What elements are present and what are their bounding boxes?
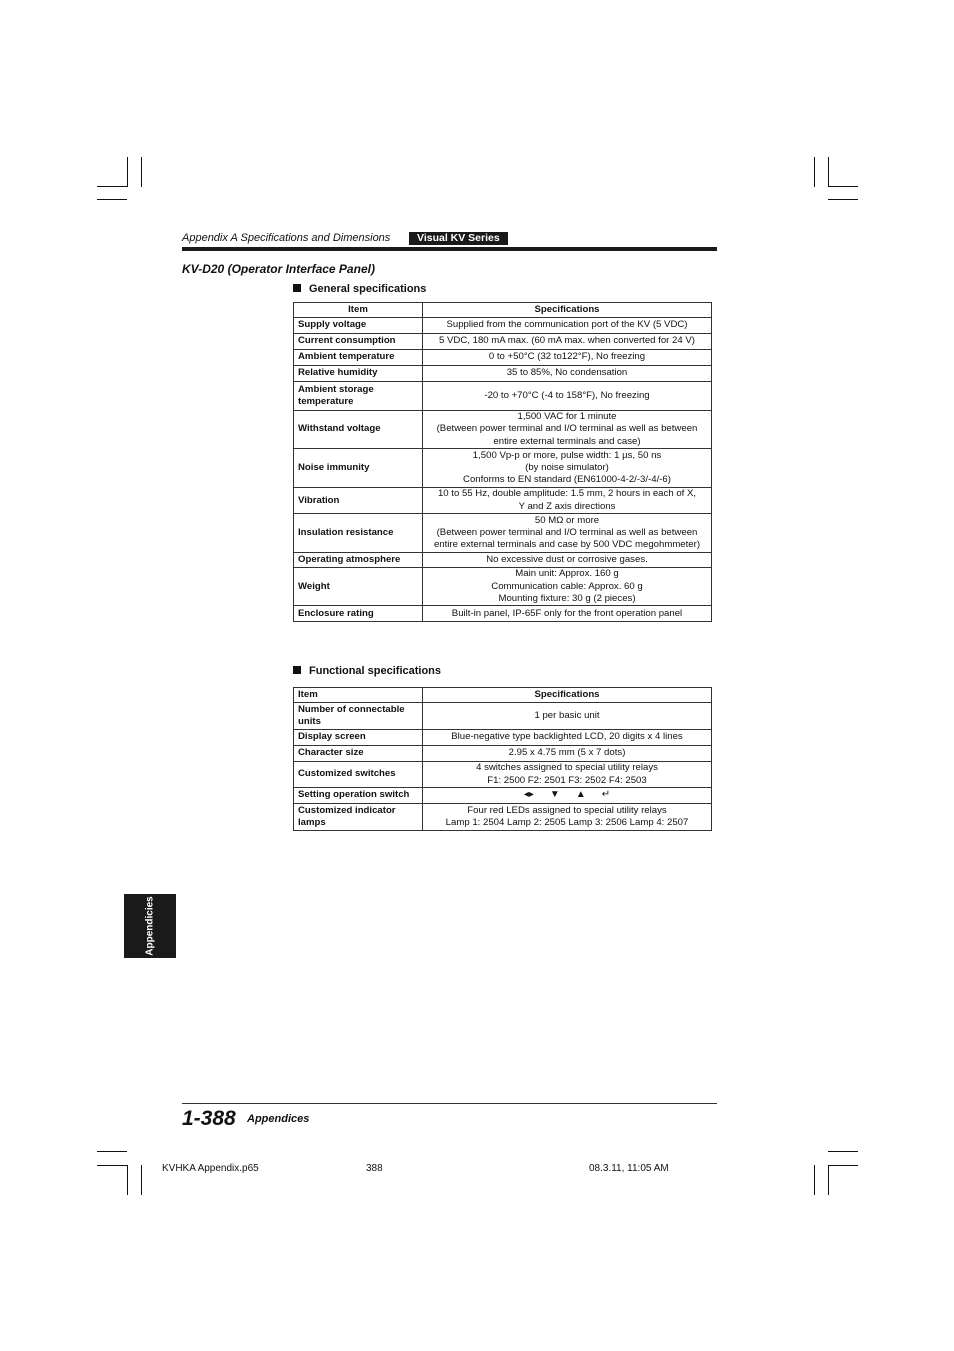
footer-rule	[182, 1103, 717, 1104]
spec-value	[423, 746, 712, 762]
spec-value-line: No excessive dust or corrosive gases.	[486, 554, 648, 566]
spec-item-label: Customized switches	[294, 762, 423, 788]
left-right-arrow-icon: ◂▸	[523, 789, 534, 801]
table-row	[294, 804, 712, 831]
spec-item-label: Insulation resistance	[294, 514, 423, 553]
table-row	[294, 553, 712, 568]
spec-value	[423, 411, 712, 449]
table-row	[294, 318, 712, 334]
spec-value-line: (Between power terminal and I/O terminal as well as between	[436, 423, 698, 435]
spec-item-label: Enclosure rating	[294, 606, 423, 622]
spec-item-label: Setting operation switch	[294, 788, 423, 804]
spec-item-label: Weight	[294, 568, 423, 606]
up-arrow-icon: ▲	[575, 789, 586, 801]
col-header-item: Item	[294, 303, 423, 318]
print-timestamp: 08.3.11, 11:05 AM	[589, 1163, 669, 1174]
spec-value	[423, 318, 712, 334]
spec-value-line: Y and Z axis directions	[518, 500, 616, 512]
header-rule	[182, 247, 717, 251]
spec-value-line: 1 per basic unit	[534, 709, 600, 721]
spec-value-line: Main unit: Approx. 160 g	[515, 568, 619, 580]
table-row	[294, 703, 712, 730]
square-bullet-icon	[293, 284, 301, 292]
spec-value	[423, 334, 712, 350]
table-row	[294, 514, 712, 553]
table-row	[294, 334, 712, 350]
spec-value-line: (Between power terminal and I/O terminal as well as between	[436, 527, 698, 539]
page-number: 1-388	[182, 1107, 236, 1130]
spec-value	[423, 488, 712, 514]
table-row	[294, 411, 712, 449]
spec-value-line: 5 VDC, 180 mA max. (60 mA max. when converted for 24 V)	[439, 335, 695, 347]
table-header-row	[294, 688, 712, 703]
spec-value-line: 35 to 85%, No condensation	[506, 367, 628, 379]
enter-key-icon: ↵	[601, 789, 611, 801]
general-specs-table	[293, 302, 712, 622]
spec-value-line: Mounting fixture: 30 g (2 pieces)	[498, 593, 636, 605]
table-row	[294, 788, 712, 804]
spec-value-line: Conforms to EN standard (EN61000-4-2/-3/-4/-6)	[463, 474, 671, 486]
spec-item-label: Supply voltage	[294, 318, 423, 334]
spec-item-label: Customized indicator lamps	[294, 804, 423, 831]
table-row	[294, 730, 712, 746]
spec-item-label: Operating atmosphere	[294, 553, 423, 568]
table-row	[294, 350, 712, 366]
section-side-tab	[124, 894, 176, 958]
spec-item-label: Number of connectable units	[294, 703, 423, 730]
table-row	[294, 746, 712, 762]
table-header-row	[294, 303, 712, 318]
spec-value	[423, 606, 712, 622]
spec-value-line: 2.95 x 4.75 mm (5 x 7 dots)	[508, 747, 626, 759]
side-tab-label: Appendicies	[144, 896, 156, 956]
spec-value-line: 10 to 55 Hz, double amplitude: 1.5 mm, 2 hours in each of X,	[437, 488, 697, 500]
table-row	[294, 366, 712, 382]
spec-item-label: Ambient temperature	[294, 350, 423, 366]
footer-label: Appendices	[247, 1113, 310, 1125]
spec-value	[423, 762, 712, 788]
print-sheet-number: 388	[366, 1163, 383, 1174]
spec-value-line: 50 MΩ or more	[534, 514, 600, 526]
general-specs-heading: General specifications	[293, 283, 426, 295]
col-header-spec: Specifications	[423, 688, 712, 703]
spec-item-label: Ambient storage temperature	[294, 382, 423, 411]
spec-value	[423, 382, 712, 411]
col-header-item: Item	[294, 688, 423, 703]
spec-value	[423, 449, 712, 488]
spec-value	[423, 514, 712, 553]
table-row	[294, 606, 712, 622]
spec-item-label: Relative humidity	[294, 366, 423, 382]
spec-value	[423, 366, 712, 382]
spec-value-line: Lamp 1: 2504 Lamp 2: 2505 Lamp 3: 2506 Lamp 4: 2507	[445, 817, 689, 828]
spec-item-label: Withstand voltage	[294, 411, 423, 449]
spec-value-line: -20 to +70°C (-4 to 158°F), No freezing	[484, 389, 650, 401]
section-title: KV-D20 (Operator Interface Panel)	[182, 262, 375, 276]
spec-value	[423, 553, 712, 568]
spec-item-label: Character size	[294, 746, 423, 762]
table-row	[294, 382, 712, 411]
spec-value	[423, 788, 712, 804]
spec-value	[423, 350, 712, 366]
spec-value-line: (by noise simulator)	[525, 462, 609, 474]
table-row	[294, 488, 712, 514]
functional-specs-heading: Functional specifications	[293, 665, 441, 677]
spec-value-line: 1,500 Vp-p or more, pulse width: 1 µs, 50 ns	[472, 449, 662, 461]
spec-item-label: Current consumption	[294, 334, 423, 350]
spec-value-line: Blue-negative type backlighted LCD, 20 digits x 4 lines	[451, 731, 683, 743]
table-row	[294, 762, 712, 788]
table-row	[294, 449, 712, 488]
spec-value-line: Built-in panel, IP-65F only for the front operation panel	[451, 607, 683, 619]
spec-value-line: entire external terminals and case by 500 VDC megohmmeter)	[433, 539, 701, 551]
spec-value	[423, 568, 712, 606]
spec-item-label: Noise immunity	[294, 449, 423, 488]
spec-value	[423, 804, 712, 831]
spec-value-line: 4 switches assigned to special utility relays	[476, 762, 658, 774]
chapter-header: Appendix A Specifications and Dimensions	[182, 232, 391, 244]
functional-specs-table	[293, 687, 712, 831]
spec-value	[423, 730, 712, 746]
spec-value	[423, 703, 712, 730]
spec-value-line: entire external terminals and case)	[493, 435, 641, 447]
spec-value-line: 1,500 VAC for 1 minute	[517, 411, 617, 422]
col-header-spec: Specifications	[423, 303, 712, 318]
down-arrow-icon: ▼	[549, 789, 560, 801]
spec-value-line: Communication cable: Approx. 60 g	[491, 580, 643, 592]
spec-item-label: Vibration	[294, 488, 423, 514]
spec-value-line: Four red LEDs assigned to special utility relays	[467, 804, 667, 816]
series-badge: Visual KV Series	[409, 232, 508, 245]
square-bullet-icon	[293, 666, 301, 674]
spec-value-line: 0 to +50°C (32 to122°F), No freezing	[488, 351, 646, 363]
spec-item-label: Display screen	[294, 730, 423, 746]
table-row	[294, 568, 712, 606]
spec-value-line: F1: 2500 F2: 2501 F3: 2502 F4: 2503	[487, 774, 647, 786]
spec-value-line: Supplied from the communication port of the KV (5 VDC)	[446, 319, 688, 331]
print-file-name: KVHKA Appendix.p65	[162, 1163, 259, 1174]
